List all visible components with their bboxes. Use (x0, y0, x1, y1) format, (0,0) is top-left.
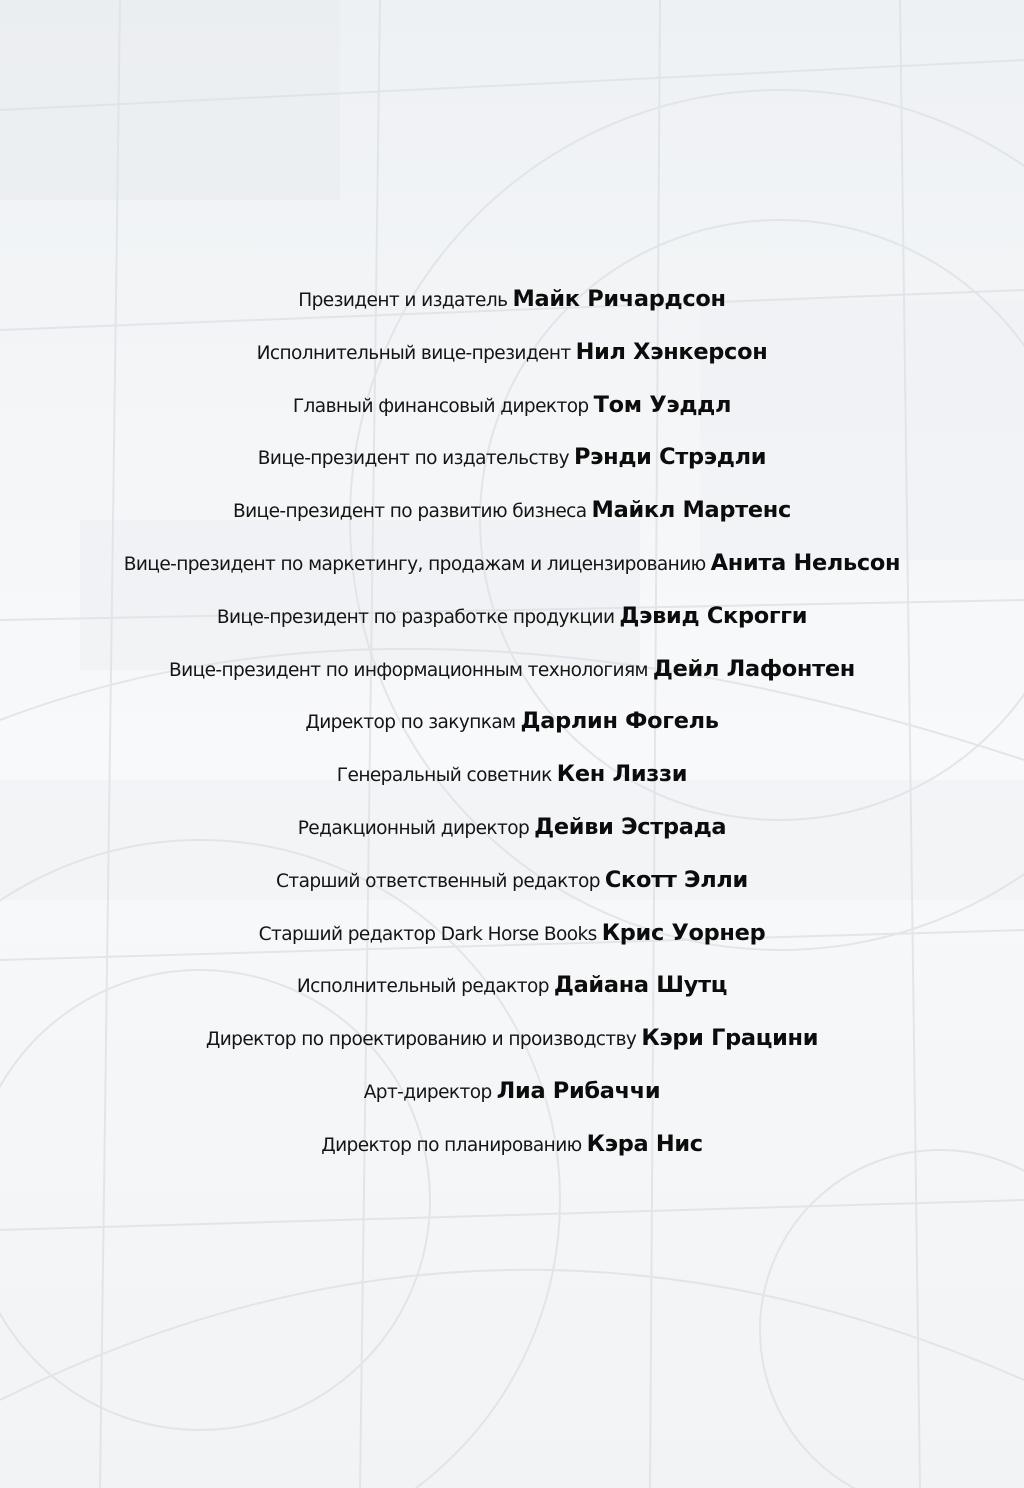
credit-line (0, 332, 1024, 385)
credit-name: Дейл Лафонтен (652, 655, 855, 682)
credit-line (0, 1071, 1024, 1124)
credit-name: Майк Ричардсон (512, 286, 726, 312)
credit-role: Президент и издатель (298, 290, 508, 311)
credit-line (0, 543, 1024, 596)
credit-line (0, 701, 1024, 754)
credit-line (0, 754, 1024, 807)
credit-name: Кэра Нис (586, 1130, 703, 1157)
credit-name: Майкл Мартенс (591, 497, 792, 524)
credit-name: Дэвид Скрогги (619, 602, 808, 629)
credit-name: Дарлин Фогель (520, 708, 719, 735)
credit-line (0, 385, 1024, 438)
credit-line (0, 965, 1024, 1018)
credit-role: Старший ответственный редактор (276, 870, 600, 892)
credit-line (0, 279, 1024, 332)
credit-role: Вице-президент по информационным технологиям (169, 659, 648, 681)
credit-role: Главный финансовый директор (292, 395, 589, 417)
credit-line (0, 490, 1024, 543)
credit-role: Арт-директор (363, 1081, 492, 1103)
credit-role: Редакционный директор (297, 817, 530, 839)
credit-line (0, 437, 1024, 490)
credit-role: Вице-президент по издательству (257, 448, 569, 470)
credit-name: Лиа Рибаччи (496, 1077, 661, 1104)
credit-role: Генеральный советник (336, 765, 552, 787)
credit-role: Директор по закупкам (305, 712, 516, 734)
credit-name: Крис Уорнер (601, 919, 766, 946)
credit-role: Вице-президент по развитию бизнеса (232, 501, 587, 523)
credit-name: Нил Хэнкерсон (575, 338, 768, 365)
credit-role: Вице-президент по маркетингу, продажам и лицензированию (123, 553, 706, 575)
credit-line (0, 807, 1024, 860)
credit-name: Том Уэддл (593, 391, 732, 418)
credit-line (0, 860, 1024, 913)
credit-role: Директор по планированию (321, 1134, 582, 1156)
credit-line (0, 649, 1024, 702)
credit-name: Дайана Шутц (553, 972, 728, 999)
credit-name: Кэри Грацини (641, 1025, 819, 1052)
credit-name: Рэнди Стрэдли (573, 444, 767, 471)
credit-role: Исполнительный вице-президент (256, 342, 571, 364)
credit-name: Кен Лиззи (556, 761, 688, 788)
credit-line (0, 1124, 1024, 1177)
credit-name: Скотт Элли (604, 866, 748, 893)
credit-role: Вице-президент по разработке продукции (216, 606, 615, 628)
credit-role: Директор по проектированию и производству (205, 1029, 637, 1051)
credit-name: Дейви Эстрада (534, 813, 727, 840)
credit-line (0, 596, 1024, 649)
credit-role: Исполнительный редактор (296, 976, 549, 998)
credit-line (0, 1018, 1024, 1071)
credits-list (0, 279, 1024, 1177)
credit-role: Старший редактор Dark Horse Books (258, 923, 597, 945)
credit-name: Анита Нельсон (710, 549, 901, 576)
credit-line (0, 913, 1024, 966)
